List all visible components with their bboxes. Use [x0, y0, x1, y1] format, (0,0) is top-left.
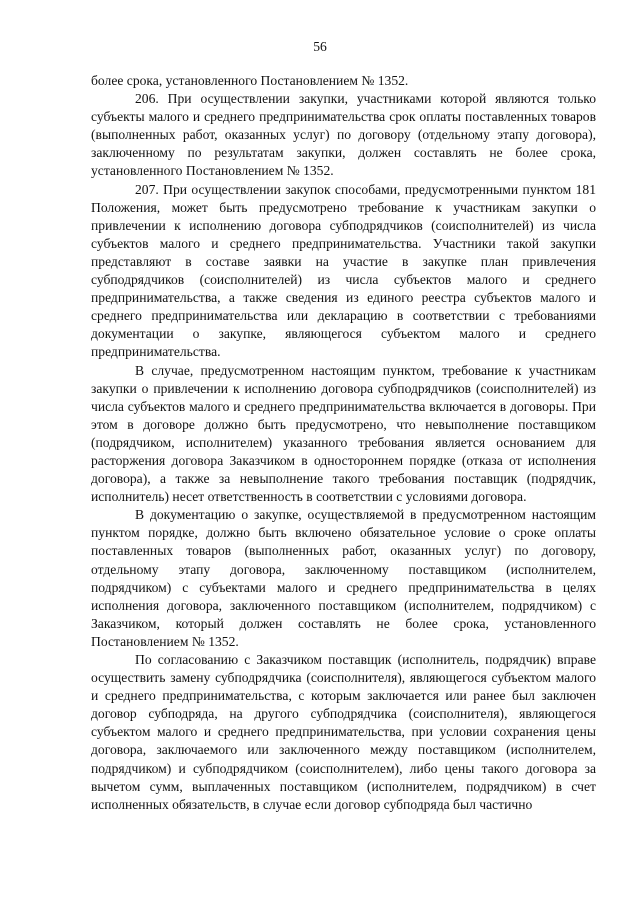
paragraph-requirement-in-contracts: В случае, предусмотренном настоящим пунктом, требование к участникам закупки о привлечении к исполнению договора субподрядчиков (соисполнителей) из числа субъектов малого и среднего предпринимательства включается в договоры. При этом в договоре должно быть предусмотрено, что невыполнение поставщиком (подрядчиком, исполнителем) указанного требования является основанием для расторжения договора Заказчиком в одностороннем порядке (отказа от исполнения договора), а также за невыполнение такого требования поставщик (подрядчик, исполнитель) несет ответственность в соответствии с условиями договора.	[91, 362, 596, 505]
paragraph-payment-term-condition: В документацию о закупке, осуществляемой в предусмотренном настоящим пунктом порядке, должно быть включено обязательное условие о сроке оплаты поставленных товаров (выполненных работ, оказанных услуг) по договору, отдельному этапу договора, заключенному поставщиком (исполнителем, подрядчиком) с субъектами малого и среднего предпринимательства в целях исполнения договора, заключенного поставщиком (исполнителем, подрядчиком) с Заказчиком, который должен составлять не более срока, установленного Постановлением № 1352.	[91, 507, 596, 649]
paragraph-continuation: более срока, установленного Постановлением № 1352.	[91, 73, 409, 88]
document-body	[91, 72, 596, 814]
paragraph-subcontractor-replacement: По согласованию с Заказчиком поставщик (исполнитель, подрядчик) вправе осуществить замену субподрядчика (соисполнителя), являющегося субъектом малого и среднего предпринимательства, с которым заключается или ранее был заключен договор субподряда, на другого субподрядчика (соисполнителя), являющегося субъектом малого и среднего предпринимательства, при условии сохранения цены договора, заключаемого или заключенного между поставщиком (исполнителем, подрядчиком) и субподрядчиком (соисполнителем), либо цены такого договора за вычетом сумм, выплаченных поставщиком (исполнителем, подрядчиком) в счет исполненных обязательств, в случае если договор субподряда был частично	[91, 652, 596, 812]
paragraph-206: 206. При осуществлении закупки, участниками которой являются только субъекты малого и среднего предпринимательства срок оплаты поставленных товаров (выполненных работ, оказанных услуг) по договору (отдельному этапу договора), заключенному по результатам закупки, должен составлять не более срока, установленного Постановлением № 1352.	[91, 91, 596, 179]
paragraph-207: 207. При осуществлении закупок способами, предусмотренными пунктом 181 Положения, может быть предусмотрено требование к участникам закупки о привлечении к исполнению договора субподрядчиков (соисполнителей) из числа субъектов малого и среднего предпринимательства. Участники такой закупки представляют в составе заявки на участие в закупке план привлечения субподрядчиков (соисполнителей) из числа субъектов малого и среднего предпринимательства, а также сведения из единого реестра субъектов малого и среднего предпринимательства или декларацию в соответствии с требованиями документации о закупке, являющегося субъектом малого и среднего предпринимательства.	[91, 181, 596, 360]
page-number: 56	[313, 39, 327, 54]
